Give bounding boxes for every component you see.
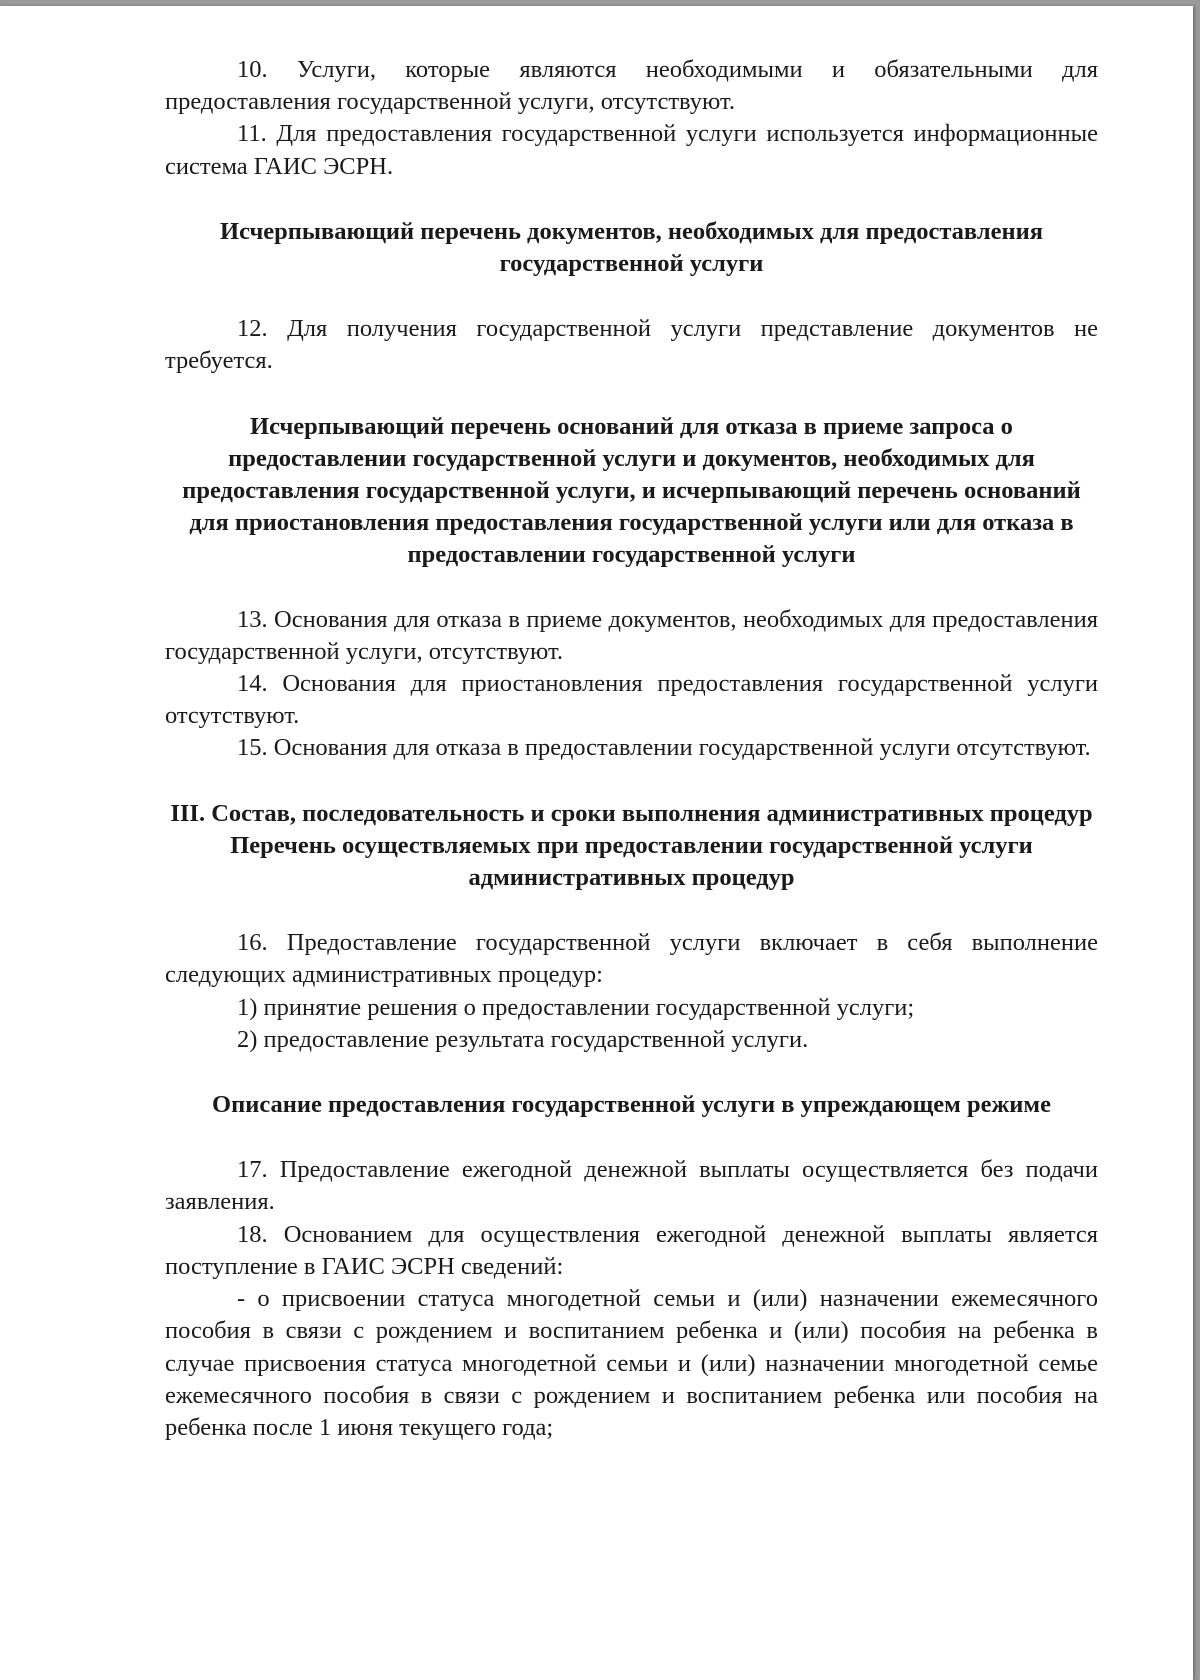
spacer	[165, 572, 1098, 604]
paragraph-12: 12. Для получения государственной услуги представление документов не требуется.	[165, 315, 1098, 375]
spacer	[165, 1121, 1098, 1154]
heading-section-iii: III. Состав, последовательность и сроки выполнения административных процедур	[170, 799, 1093, 827]
document-page	[0, 6, 1193, 1680]
paragraph-16: 16. Предоставление государственной услуги включает в себя выполнение следующих административных процедур:	[165, 929, 1098, 989]
spacer	[165, 894, 1098, 927]
paragraph-10: 10. Услуги, которые являются необходимыми и обязательными для предоставления государственной услуги, отсутствуют.	[165, 56, 1098, 116]
paragraph-11: 11. Для предоставления государственной услуги используется информационные система ГАИС ЭСРН.	[165, 120, 1098, 180]
paragraph-14: 14. Основания для приостановления предоставления государственной услуги отсутствуют.	[165, 670, 1098, 730]
spacer	[165, 765, 1098, 798]
heading-proactive-mode: Описание предоставления государственной услуги в упреждающем режиме	[212, 1091, 1051, 1119]
heading-documents-list: Исчерпывающий перечень документов, необходимых для предоставления государственной услуги	[220, 217, 1043, 278]
paragraph-17: 17. Предоставление ежегодной денежной выплаты осуществляется без подачи заявления.	[165, 1156, 1098, 1216]
heading-procedures-list: Перечень осуществляемых при предоставлении государственной услуги административных процедур	[230, 831, 1033, 892]
spacer	[165, 280, 1098, 313]
list-item-2: 2) предоставление результата государственной услуги.	[237, 1025, 809, 1053]
spacer	[165, 183, 1098, 216]
paragraph-18-item: - о присвоении статуса многодетной семьи и (или) назначении ежемесячного пособия в связи с рождением и воспитанием ребенка и (или) пособия на ребенка в случае присвоения статуса многодетной семьи и (или) назначении многодетной семье ежемесячного пособия в связи с рождением и воспитанием ребенка или пособия на ребенка после 1 июня текущего года;	[165, 1285, 1098, 1441]
heading-refusal-grounds: Исчерпывающий перечень оснований для отказа в приеме запроса о предоставлении государственной услуги и документов, необходимых для предоставления государственной услуги, и исчерпывающий перечень оснований для приостановления предоставления государственной услуги или для отказа в предоставлении государственной услуги	[182, 412, 1081, 569]
paragraph-13: 13. Основания для отказа в приеме документов, необходимых для предоставления государственной услуги, отсутствуют.	[165, 605, 1098, 665]
paragraph-18: 18. Основанием для осуществления ежегодной денежной выплаты является поступление в ГАИС ЭСРН сведений:	[165, 1220, 1098, 1280]
spacer	[165, 1056, 1098, 1089]
list-item-1: 1) принятие решения о предоставлении государственной услуги;	[237, 993, 915, 1021]
paragraph-15: 15. Основания для отказа в предоставлении государственной услуги отсутствуют.	[237, 734, 1091, 762]
document-body	[165, 54, 1098, 1444]
spacer	[165, 378, 1098, 411]
